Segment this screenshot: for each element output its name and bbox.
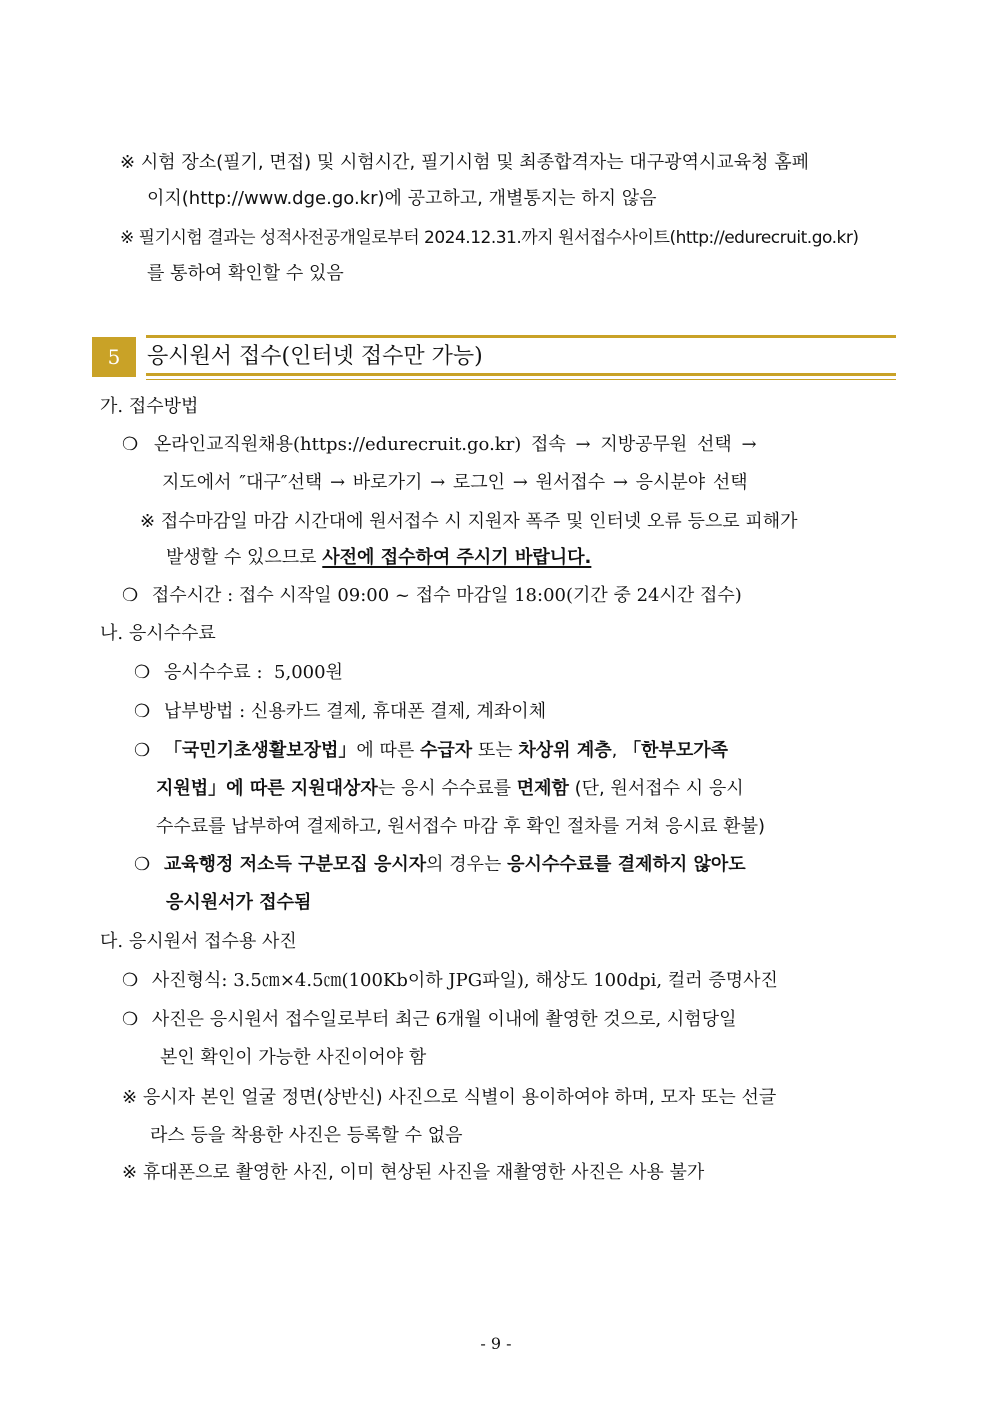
na-item2-text: 납부방법 : 신용카드 결제, 휴대폰 결제, 계좌이체 (163, 701, 547, 722)
application-accepted: 응시원서가 접수됨 (166, 892, 312, 913)
da-note2 (122, 1161, 704, 1185)
bullet-icon: ❍ (122, 970, 139, 991)
section-number: 5 (92, 337, 136, 377)
note-mark: ※ (140, 511, 156, 532)
ga-note-emphasis: 사전에 접수하여 주시기 바랍니다. (322, 547, 592, 568)
note-mark: ※ (120, 152, 136, 173)
recipient: 수급자 (419, 740, 473, 761)
section-rule-thin (146, 379, 896, 380)
ga-item1-text: 온라인교직원채용(https://edurecruit.go.kr) 접속 → 지방공무원 선택 → (153, 434, 757, 455)
da-note1 (122, 1086, 776, 1110)
ga-item1-cont: 지도에서 ″대구″선택 → 바로가기 → 로그인 → 원서접수 → 응시분야 선택 (162, 472, 748, 493)
da-item1-text: 사진형식: 3.5㎝×4.5㎝(100Kb이하 JPG파일), 해상도 100dpi, 컬러 증명사진 (151, 970, 778, 991)
na-item3: ❍ 「국민기초생활보장법」에 따른 수급자 또는 차상위 계층, 「한부모가족 (134, 740, 729, 761)
ga-note-plain: 발생할 수 있으므로 (166, 547, 323, 568)
ga-item2 (122, 584, 742, 608)
na-item4: ❍ 교육행정 저소득 구분모집 응시자의 경우는 응시수수료를 결제하지 않아도 (134, 854, 746, 875)
page-number: - 9 - (480, 1334, 512, 1353)
da-note2-text: 휴대폰으로 촬영한 사진, 이미 현상된 사진을 재촬영한 사진은 사용 불가 (142, 1162, 705, 1183)
note-text: 필기시험 결과는 성적사전공개일로부터 2024.12.31.까지 원서접수사이트(http://edurecruit.go.kr) (138, 228, 859, 248)
da-note1-cont: 라스 등을 착용한 사진은 등록할 수 없음 (150, 1125, 463, 1146)
no-fee: 응시수수료를 결제하지 않아도 (507, 854, 746, 875)
bullet-icon: ❍ (122, 1009, 139, 1030)
ga-note (140, 510, 798, 534)
bullet-icon: ❍ (122, 585, 139, 606)
section-title: 응시원서 접수(인터넷 접수만 가능) (147, 344, 483, 369)
note-exam-place-cont: 이지(http://www.dge.go.kr)에 공고하고, 개별통지는 하지 않음 (147, 188, 657, 209)
note-written-result (120, 226, 858, 250)
na-item1 (134, 661, 343, 685)
da-item1 (122, 969, 778, 993)
ga-note-text: 접수마감일 마감 시간대에 원서접수 시 지원자 폭주 및 인터넷 오류 등으로 피해가 (160, 511, 798, 532)
da-item2 (122, 1008, 736, 1032)
note-text: 시험 장소(필기, 면접) 및 시험시간, 필기시험 및 최종합격자는 대구광역시교육청 홈페 (140, 152, 809, 173)
note-written-result-cont: 를 통하여 확인할 수 있음 (147, 263, 344, 284)
exempt: 면제함 (516, 778, 569, 799)
support-target: 지원법」에 따른 지원대상자 (156, 778, 378, 799)
bullet-icon: ❍ (134, 701, 151, 722)
bullet-icon: ❍ (134, 854, 151, 875)
da-item2-text: 사진은 응시원서 접수일로부터 최근 6개월 이내에 촬영한 것으로, 시험당일 (151, 1009, 737, 1030)
da-note1-text: 응시자 본인 얼굴 정면(상반신) 사진으로 식별이 용이하여야 하며, 모자 또는 선글 (142, 1087, 777, 1108)
da-item2-cont: 본인 확인이 가능한 사진이어야 함 (160, 1047, 427, 1068)
note-mark: ※ (120, 228, 134, 248)
na-item3-cont: 지원법」에 따른 지원대상자는 응시 수수료를 면제함 (단, 원서접수 시 응시 (156, 778, 744, 799)
note-mark: ※ (122, 1162, 138, 1183)
na-item3-cont2: 수수료를 납부하여 결제하고, 원서접수 마감 후 확인 절차를 거쳐 응시료 환불) (156, 816, 765, 837)
note-exam-place (120, 151, 809, 175)
section-rule-top (146, 335, 896, 338)
bullet-icon: ❍ (122, 434, 139, 455)
heading-na: 나. 응시수수료 (100, 623, 216, 644)
ga-note-cont (166, 546, 591, 570)
law-name: 「국민기초생활보장법」 (163, 740, 357, 761)
ga-item1 (122, 433, 757, 457)
section-rule-bottom (146, 373, 896, 376)
ga-item2-text: 접수시간 : 접수 시작일 09:00 ~ 접수 마감일 18:00(기간 중 24시간 접수) (151, 585, 742, 606)
heading-da: 다. 응시원서 접수용 사진 (100, 931, 297, 952)
na-item1-text: 응시수수료 : 5,000원 (163, 662, 343, 683)
bullet-icon: ❍ (134, 662, 151, 683)
single-parent-law: 「한부모가족 (623, 740, 729, 761)
note-mark: ※ (122, 1087, 138, 1108)
na-item4-cont (166, 891, 311, 915)
bullet-icon: ❍ (134, 740, 151, 761)
low-income-applicant: 교육행정 저소득 구분모집 응시자 (163, 854, 427, 875)
heading-ga: 가. 접수방법 (100, 396, 199, 417)
na-item2 (134, 700, 546, 724)
near-poverty: 차상위 계층 (518, 740, 612, 761)
